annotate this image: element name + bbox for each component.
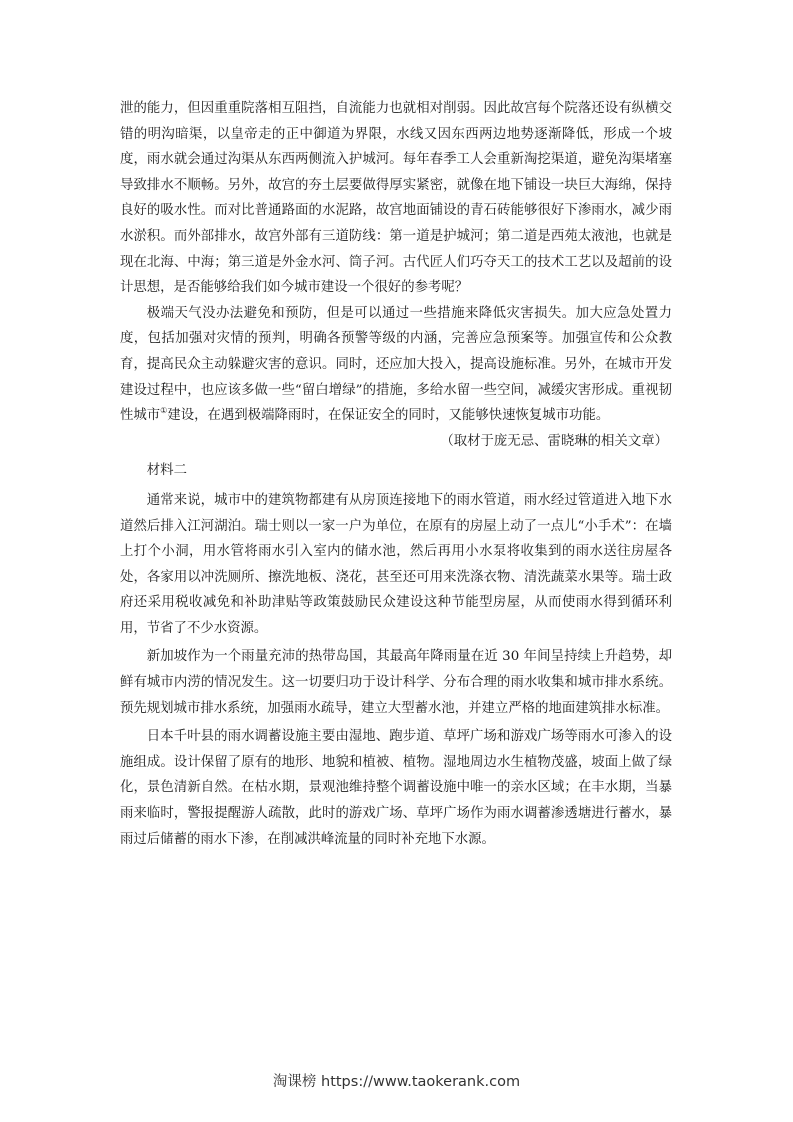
section-heading-material-two: 材料二 xyxy=(146,463,187,479)
paragraph-text: 极端天气没办法避免和预防，但是可以通过一些措施来降低灾害损失。加大应急处置力度，包括加强对灾情的预判，明确各预警等级的内涵，完善应急预案等。加强宣传和公众教育，提高民众主动躲避灾害的意识。同时，还应加大投入，提高设施标准。另外，在城市开发建设过程中，也应该多做一些“留白增绿”的措施，多给水留一些空间，减缓灾害形成。重视韧性城市 xyxy=(120,305,672,424)
footer-watermark: 淘课榜 https://www.taokerank.com xyxy=(272,1074,521,1090)
document-page xyxy=(120,96,672,852)
paragraph-palace-drainage: 泄的能力，但因重重院落相互阻挡，自流能力也就相对削弱。因此故宫每个院落还设有纵横交错的明沟暗渠，以皇帝走的正中御道为界限，水线又因东西两边地势逐渐降低，形成一个坡度，雨水就会通过沟渠从东西两侧流入护城河。每年春季工人会重新淘挖渠道，避免沟渠堵塞导致排水不顺畅。另外，故宫的夯土层要做得厚实紧密，就像在地下铺设一块巨大海绵，保持良好的吸水性。而对比普通路面的水泥路，故宫地面铺设的青石砖能够很好下渗雨水，减少雨水淤积。而外部排水，故宫外部有三道防线：第一道是护城河；第二道是西苑太液池，也就是现在北海、中海；第三道是外金水河、筒子河。古代匠人们巧夺天工的技术工艺以及超前的设计思想，是否能够给我们如今城市建设一个很好的参考呢？ xyxy=(120,101,672,296)
paragraph-singapore: 新加坡作为一个雨量充沛的热带岛国，其最高年降雨量在近 30 年间呈持续上升趋势，却鲜有城市内涝的情况发生。这一切要归功于设计科学、分布合理的雨水收集和城市排水系统。预先规划城市排水系统，加强雨水疏导，建立大型蓄水池，并建立严格的地面建筑排水标准。 xyxy=(120,649,672,716)
paragraph-switzerland: 通常来说，城市中的建筑物都建有从房顶连接地下的雨水管道，雨水经过管道进入地下水道然后排入江河湖泊。瑞士则以一家一户为单位，在原有的房屋上动了一点儿“小手术”：在墙上打个小洞，用水管将雨水引入室内的储水池，然后再用小水泵将收集到的雨水送往房屋各处，各家用以冲洗厕所、擦洗地板、浇花，甚至还可用来洗涤衣物、清洗蔬菜水果等。瑞士政府还采用税收减免和补助津贴等政策鼓励民众建设这种节能型房屋，从而使雨水得到循环利用，节省了不少水资源。 xyxy=(120,492,672,636)
paragraph-text: 建设，在遇到极端降雨时，在保证安全的同时，又能够快速恢复城市功能。 xyxy=(167,408,610,424)
paragraph-chiba: 日本千叶县的雨水调蓄设施主要由湿地、跑步道、草坪广场和游戏广场等雨水可渗入的设施组成。设计保留了原有的地形、地貌和植被、植物。湿地周边水生植物茂盛，坡面上做了绿化，景色清新自然。在枯水期，景观池维持整个调蓄设施中唯一的亲水区域；在丰水期，当暴雨来临时，警报提醒游人疏散，此时的游戏广场、草坪广场作为雨水调蓄渗透塘进行蓄水，暴雨过后储蓄的雨水下渗，在削减洪峰流量的同时补充地下水源。 xyxy=(120,729,672,847)
paragraph-disaster-measures xyxy=(120,301,672,429)
footnote-marker: ① xyxy=(160,406,168,416)
source-citation: （取材于庞无忌、雷晓琳的相关文章） xyxy=(440,433,668,449)
